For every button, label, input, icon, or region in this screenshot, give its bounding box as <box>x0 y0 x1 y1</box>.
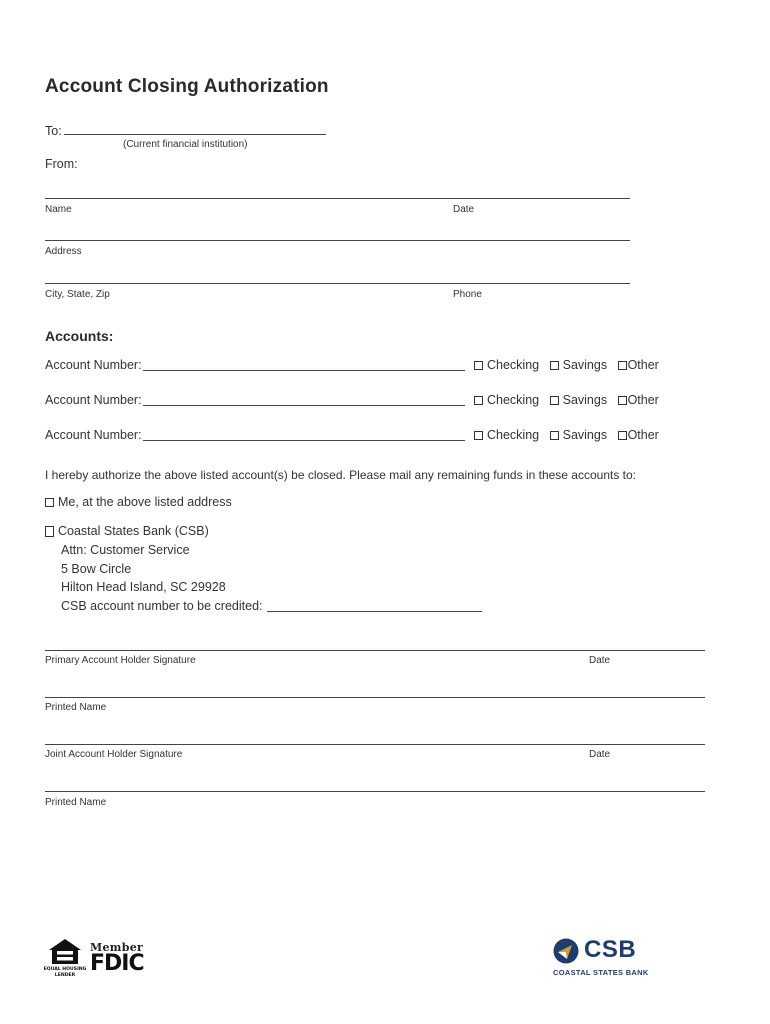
city-phone-field[interactable] <box>45 283 630 284</box>
savings-checkbox[interactable] <box>550 396 559 405</box>
printed-name-field-2[interactable] <box>45 791 705 792</box>
joint-signature-field[interactable] <box>45 744 705 745</box>
csb-wordmark: CSB <box>584 936 637 963</box>
account-number-label: Account Number: <box>45 358 142 372</box>
csb-attn: Attn: Customer Service <box>61 543 190 557</box>
primary-signature-caption: Primary Account Holder Signature <box>45 655 196 666</box>
savings-label: Savings <box>562 358 608 372</box>
option-csb <box>45 524 209 538</box>
city-state-zip-caption: City, State, Zip <box>45 289 110 300</box>
to-field[interactable] <box>64 134 326 135</box>
authorization-text: I hereby authorize the above listed account(s) be closed. Please mail any remaining funds in these accounts to: <box>45 468 637 482</box>
fdic-member-text: Member <box>90 941 144 954</box>
checking-checkbox[interactable] <box>474 396 483 405</box>
address-caption: Address <box>45 246 82 257</box>
csb-compass-icon <box>553 938 579 964</box>
phone-caption: Phone <box>453 289 482 300</box>
account-type-options-2 <box>474 393 666 407</box>
other-checkbox[interactable] <box>618 396 627 405</box>
checking-label: Checking <box>487 358 540 372</box>
to-caption: (Current financial institution) <box>123 139 248 150</box>
savings-label: Savings <box>562 393 608 407</box>
page-title: Account Closing Authorization <box>45 76 329 97</box>
fdic-text: FDIC <box>90 951 144 976</box>
date-caption-2: Date <box>589 749 611 760</box>
date-caption: Date <box>453 204 475 215</box>
csb-credit-label: CSB account number to be credited: <box>61 598 263 613</box>
account-number-field[interactable] <box>143 370 465 371</box>
csb-account-field[interactable] <box>267 611 482 612</box>
other-checkbox[interactable] <box>618 361 627 370</box>
printed-name-caption-2: Printed Name <box>45 797 107 808</box>
account-number-field[interactable] <box>143 405 465 406</box>
me-checkbox[interactable] <box>45 498 54 507</box>
checking-label: Checking <box>487 428 540 442</box>
account-row-1 <box>45 358 465 372</box>
svg-text:LENDER: LENDER <box>54 973 76 978</box>
option-me <box>45 495 232 509</box>
address-field[interactable] <box>45 240 630 241</box>
printed-name-field-1[interactable] <box>45 697 705 698</box>
fdic-logo <box>90 941 144 974</box>
account-row-2 <box>45 393 465 407</box>
other-label: Other <box>627 358 659 372</box>
name-caption: Name <box>45 204 72 215</box>
csb-city: Hilton Head Island, SC 29928 <box>61 580 226 594</box>
other-label: Other <box>627 393 659 407</box>
savings-checkbox[interactable] <box>550 431 559 440</box>
account-number-label: Account Number: <box>45 428 142 442</box>
other-label: Other <box>627 428 659 442</box>
csb-tagline: COASTAL STATES BANK <box>553 968 649 977</box>
csb-name: Coastal States Bank (CSB) <box>58 524 209 538</box>
checking-checkbox[interactable] <box>474 431 483 440</box>
equal-housing-lender-logo <box>43 938 87 978</box>
other-checkbox[interactable] <box>618 431 627 440</box>
account-type-options-1 <box>474 358 666 372</box>
csb-checkbox[interactable] <box>45 526 54 537</box>
account-type-options-3 <box>474 428 666 442</box>
checking-label: Checking <box>487 393 540 407</box>
savings-label: Savings <box>562 428 608 442</box>
csb-address-block <box>61 541 482 615</box>
svg-text:EQUAL HOUSING: EQUAL HOUSING <box>43 967 87 972</box>
joint-signature-caption: Joint Account Holder Signature <box>45 749 183 760</box>
checking-checkbox[interactable] <box>474 361 483 370</box>
to-label: To: <box>45 124 62 138</box>
csb-street: 5 Bow Circle <box>61 561 132 576</box>
account-number-label: Account Number: <box>45 393 142 407</box>
account-number-field[interactable] <box>143 440 465 441</box>
date-caption-1: Date <box>589 655 611 666</box>
me-label: Me, at the above listed address <box>58 495 232 509</box>
accounts-heading: Accounts: <box>45 328 114 344</box>
name-date-field[interactable] <box>45 198 630 199</box>
primary-signature-field[interactable] <box>45 650 705 651</box>
savings-checkbox[interactable] <box>550 361 559 370</box>
equal-housing-icon <box>43 938 87 978</box>
printed-name-caption-1: Printed Name <box>45 702 107 713</box>
from-label: From: <box>45 157 78 171</box>
account-row-3 <box>45 428 465 442</box>
